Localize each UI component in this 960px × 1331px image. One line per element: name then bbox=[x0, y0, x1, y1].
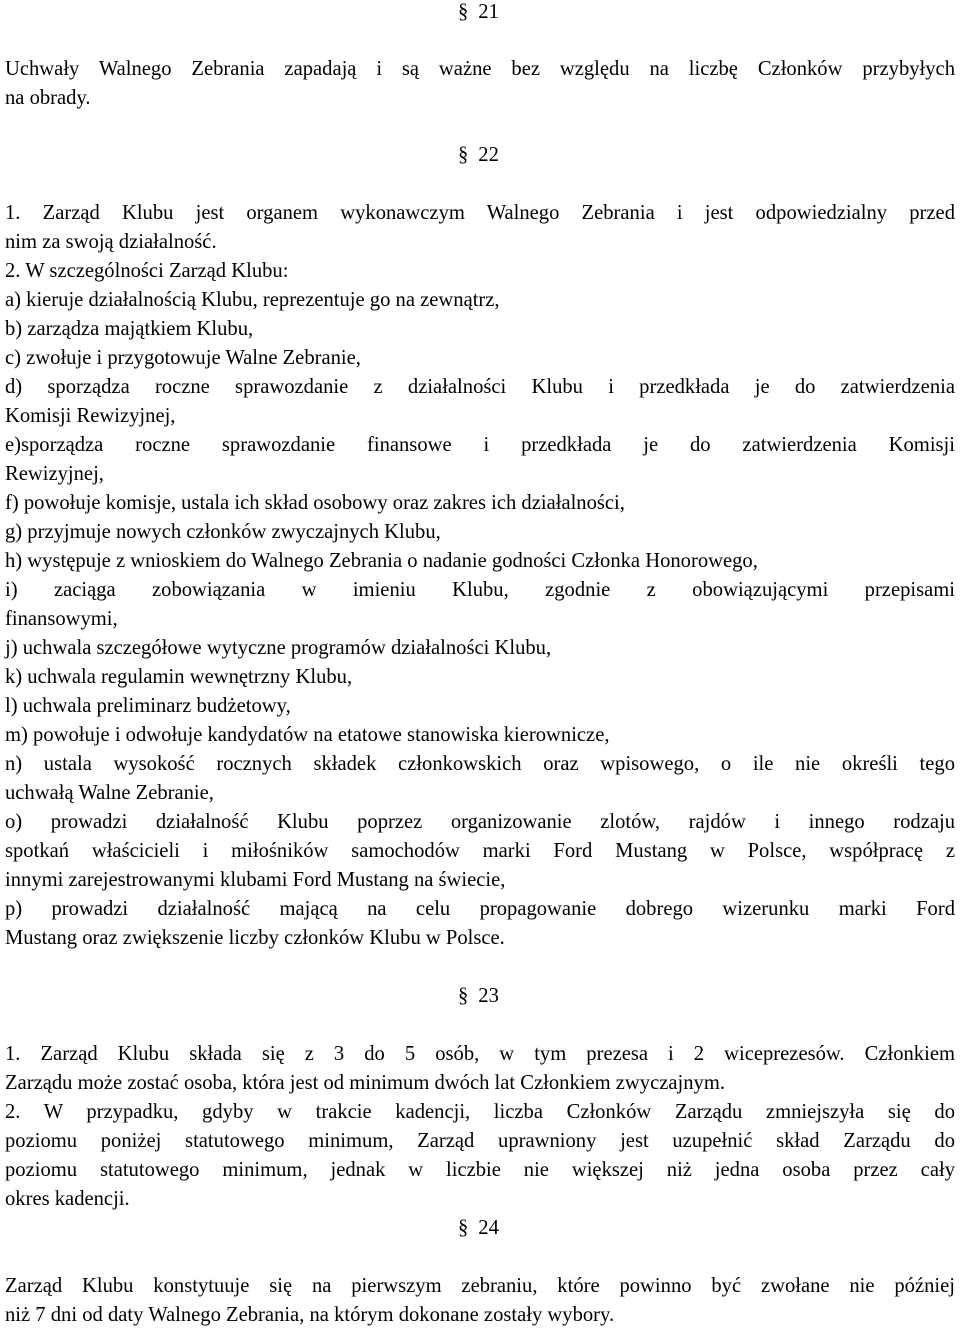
list-item: j) uchwala szczegółowe wytyczne programów działalności Klubu, bbox=[5, 637, 552, 659]
paragraph-line: Zarząd Klubu konstytuuje się na pierwszym zebraniu, które powinno być zwołane nie później bbox=[5, 1275, 955, 1297]
paragraph-line: poziomu statutowego minimum, jednak w liczbie nie większej niż jedna osoba przez cały bbox=[5, 1159, 955, 1181]
paragraph-line: okres kadencji. bbox=[5, 1188, 130, 1210]
list-item: b) zarządza majątkiem Klubu, bbox=[5, 318, 254, 340]
list-item: a) kieruje działalnością Klubu, reprezentuje go na zewnątrz, bbox=[5, 289, 500, 311]
list-item: p) prowadzi działalność mającą na celu propagowanie dobrego wizerunku marki Ford bbox=[5, 898, 955, 920]
section-mark: § bbox=[458, 1, 469, 23]
list-item: Rewizyjnej, bbox=[5, 463, 104, 485]
section-mark: § bbox=[458, 144, 469, 166]
list-item: i) zaciąga zobowiązania w imieniu Klubu, zgodnie z obowiązującymi przepisami bbox=[5, 579, 955, 601]
list-item: spotkań właścicieli i miłośników samochodów marki Ford Mustang w Polsce, współpracę z bbox=[5, 840, 955, 862]
list-item: g) przyjmuje nowych członków zwyczajnych Klubu, bbox=[5, 521, 441, 543]
section-number: 24 bbox=[478, 1217, 499, 1239]
section-number: 23 bbox=[478, 985, 499, 1007]
paragraph-line: Zarządu może zostać osoba, która jest od minimum dwóch lat Członkiem zwyczajnym. bbox=[5, 1072, 725, 1094]
section-number: 22 bbox=[478, 144, 499, 166]
list-item: o) prowadzi działalność Klubu poprzez organizowanie zlotów, rajdów i innego rodzaju bbox=[5, 811, 955, 833]
paragraph-line: 1. Zarząd Klubu składa się z 3 do 5 osób, w tym prezesa i 2 wiceprezesów. Członkiem bbox=[5, 1043, 955, 1065]
list-item: f) powołuje komisje, ustala ich skład osobowy oraz zakres ich działalności, bbox=[5, 492, 625, 514]
list-item: h) występuje z wnioskiem do Walnego Zebrania o nadanie godności Członka Honorowego, bbox=[5, 550, 758, 572]
list-item: k) uchwala regulamin wewnętrzny Klubu, bbox=[5, 666, 353, 688]
paragraph-line: 2. W przypadku, gdyby w trakcie kadencji, liczba Członków Zarządu zmniejszyła się do bbox=[5, 1101, 955, 1123]
paragraph-line: Uchwały Walnego Zebrania zapadają i są ważne bez względu na liczbę Członków przybyłych bbox=[5, 58, 955, 80]
paragraph-line: nim za swoją działalność. bbox=[5, 231, 217, 253]
list-item: m) powołuje i odwołuje kandydatów na etatowe stanowiska kierownicze, bbox=[5, 724, 610, 746]
list-item: d) sporządza roczne sprawozdanie z działalności Klubu i przedkłada je do zatwierdzenia bbox=[5, 376, 955, 398]
list-item: e)sporządza roczne sprawozdanie finansowe i przedkłada je do zatwierdzenia Komisji bbox=[5, 434, 955, 456]
list-item: Komisji Rewizyjnej, bbox=[5, 405, 176, 427]
list-item: n) ustala wysokość rocznych składek członkowskich oraz wpisowego, o ile nie określi tego bbox=[5, 753, 955, 775]
list-item: uchwałą Walne Zebranie, bbox=[5, 782, 214, 804]
section-heading-21 bbox=[458, 0, 499, 27]
section-mark: § bbox=[458, 1217, 469, 1239]
section-heading-22 bbox=[458, 141, 499, 170]
section-number: 21 bbox=[478, 1, 499, 23]
paragraph-line: 2. W szczególności Zarząd Klubu: bbox=[5, 260, 289, 282]
paragraph-line: na obrady. bbox=[5, 87, 91, 109]
list-item: innymi zarejestrowanymi klubami Ford Mustang na świecie, bbox=[5, 869, 506, 891]
paragraph-line: poziomu poniżej statutowego minimum, Zarząd uprawniony jest uzupełnić skład Zarządu do bbox=[5, 1130, 955, 1152]
section-heading-24 bbox=[458, 1214, 499, 1243]
section-heading-23 bbox=[458, 982, 499, 1011]
list-item: l) uchwala preliminarz budżetowy, bbox=[5, 695, 291, 717]
paragraph-line: niż 7 dni od daty Walnego Zebrania, na którym dokonane zostały wybory. bbox=[5, 1304, 615, 1326]
section-mark: § bbox=[458, 985, 469, 1007]
list-item: Mustang oraz zwiększenie liczby członków Klubu w Polsce. bbox=[5, 927, 505, 949]
list-item: finansowymi, bbox=[5, 608, 118, 630]
list-item: c) zwołuje i przygotowuje Walne Zebranie, bbox=[5, 347, 361, 369]
paragraph-line: 1. Zarząd Klubu jest organem wykonawczym Walnego Zebrania i jest odpowiedzialny przed bbox=[5, 202, 955, 224]
